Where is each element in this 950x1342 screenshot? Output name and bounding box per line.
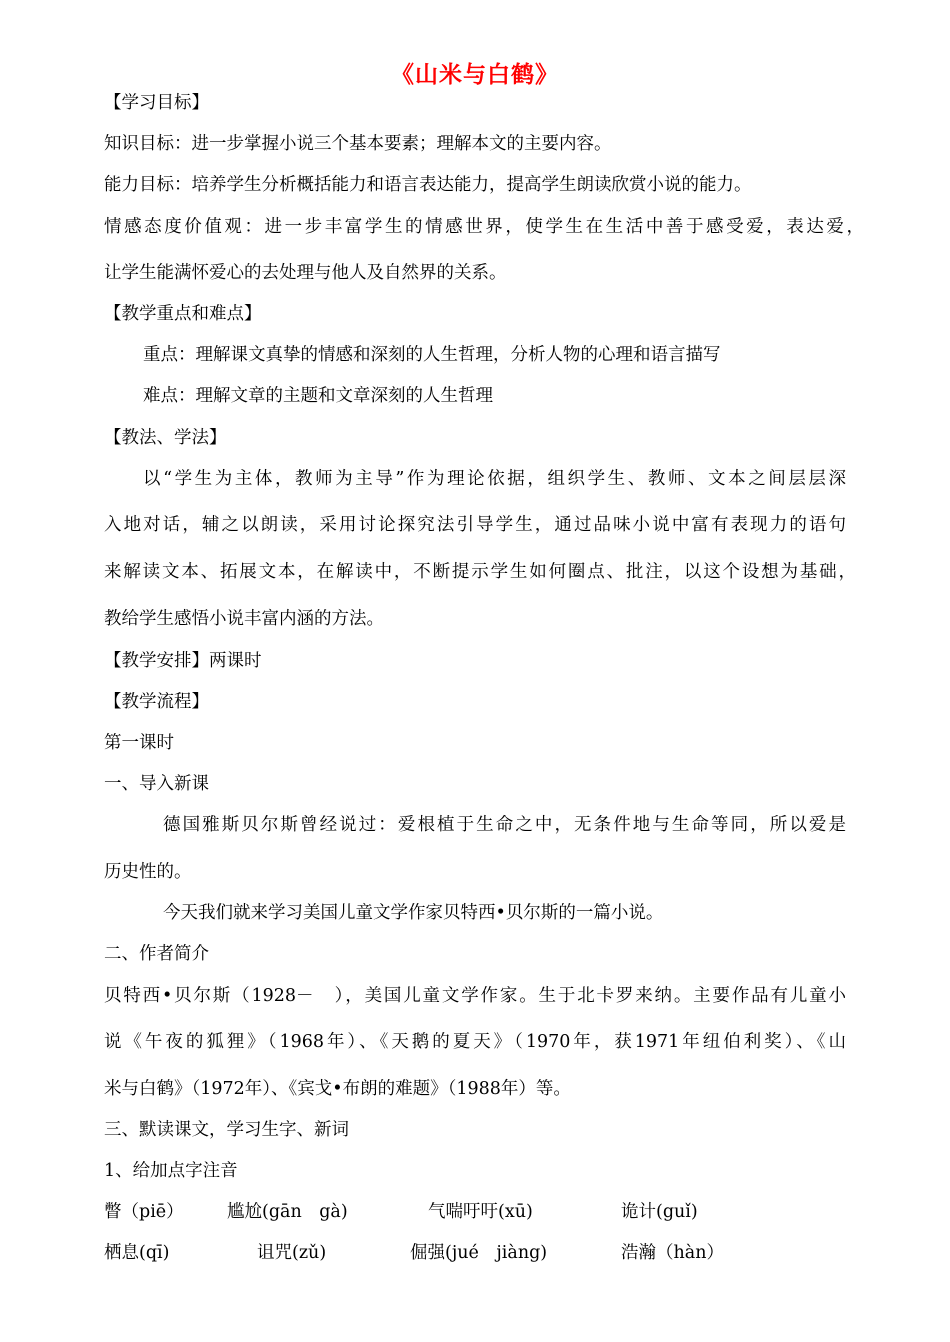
exercise-1-heading: 1、给加点字注音 [104,1161,238,1181]
heading-learning-goals: 【学习目标】 [104,93,209,113]
emotion-goal-line-2: 让学生能满怀爱心的去处理与他人及自然界的关系。 [104,263,507,283]
author-para-line-3: 米与白鹤》（1972年）、《宾戈•布朗的难题》（1988年）等。 [104,1079,571,1099]
heading-schedule: 【教学安排】两课时 [104,651,262,671]
author-para-line-2: 说《午夜的狐狸》（1968年）、《天鹅的夏天》（1970年，获1971年纽伯利奖）、《山 [104,1032,846,1052]
heading-process: 【教学流程】 [104,692,209,712]
methods-para-line-2: 入地对话，辅之以朗读，采用讨论探究法引导学生，通过品味小说中富有表现力的语句 [104,515,846,535]
vocab-item: 倔强(jué jiàng) [410,1243,548,1263]
section-reading: 三、默读课文，学习生字、新词 [104,1120,349,1140]
methods-para-line-4: 教给学生感悟小说丰富内涵的方法。 [104,609,384,629]
first-lesson: 第一课时 [104,733,174,753]
methods-para-line-3: 来解读文本、拓展文本，在解读中，不断提示学生如何圈点、批注，以这个设想为基础， [104,562,856,582]
vocab-item: 气喘吁吁(xū) [428,1202,533,1222]
difficult-point: 难点：理解文章的主题和文章深刻的人生哲理 [143,386,493,406]
intro-para-line-2: 历史性的。 [104,862,192,882]
ability-goal: 能力目标：培养学生分析概括能力和语言表达能力，提高学生朗读欣赏小说的能力。 [104,175,752,195]
section-intro: 一、导入新课 [104,774,209,794]
vocab-item: 浩瀚（hàn） [621,1243,724,1263]
intro-para-2: 今天我们就来学习美国儿童文学作家贝特西•贝尔斯的一篇小说。 [163,903,664,923]
vocab-item: 栖息(qī) [104,1243,170,1263]
document-title: 《山米与白鹤》 [391,61,559,88]
emotion-goal-line-1: 情感态度价值观：进一步丰富学生的情感世界，使学生在生活中善于感受爱，表达爱， [104,217,864,237]
section-author: 二、作者简介 [104,944,209,964]
intro-para-line-1: 德国雅斯贝尔斯曾经说过：爱根植于生命之中，无条件地与生命等同，所以爱是 [163,815,846,835]
heading-key-points: 【教学重点和难点】 [104,304,262,324]
knowledge-goal: 知识目标：进一步掌握小说三个基本要素；理解本文的主要内容。 [104,134,612,154]
heading-methods: 【教法、学法】 [104,428,227,448]
vocab-item: 诡计(guǐ) [621,1202,698,1222]
vocab-item: 尴尬(gān gà) [227,1202,348,1222]
key-point: 重点：理解课文真挚的情感和深刻的人生哲理，分析人物的心理和语言描写 [143,345,721,365]
vocab-item: 诅咒(zǔ) [257,1243,327,1263]
methods-para-line-1: 以“学生为主体，教师为主导”作为理论依据，组织学生、教师、文本之间层层深 [143,469,846,489]
vocab-item: 瞥（piē） [104,1202,184,1222]
author-para-line-1: 贝特西•贝尔斯（1928－ ），美国儿童文学作家。生于北卡罗来纳。主要作品有儿童小 [104,986,846,1006]
